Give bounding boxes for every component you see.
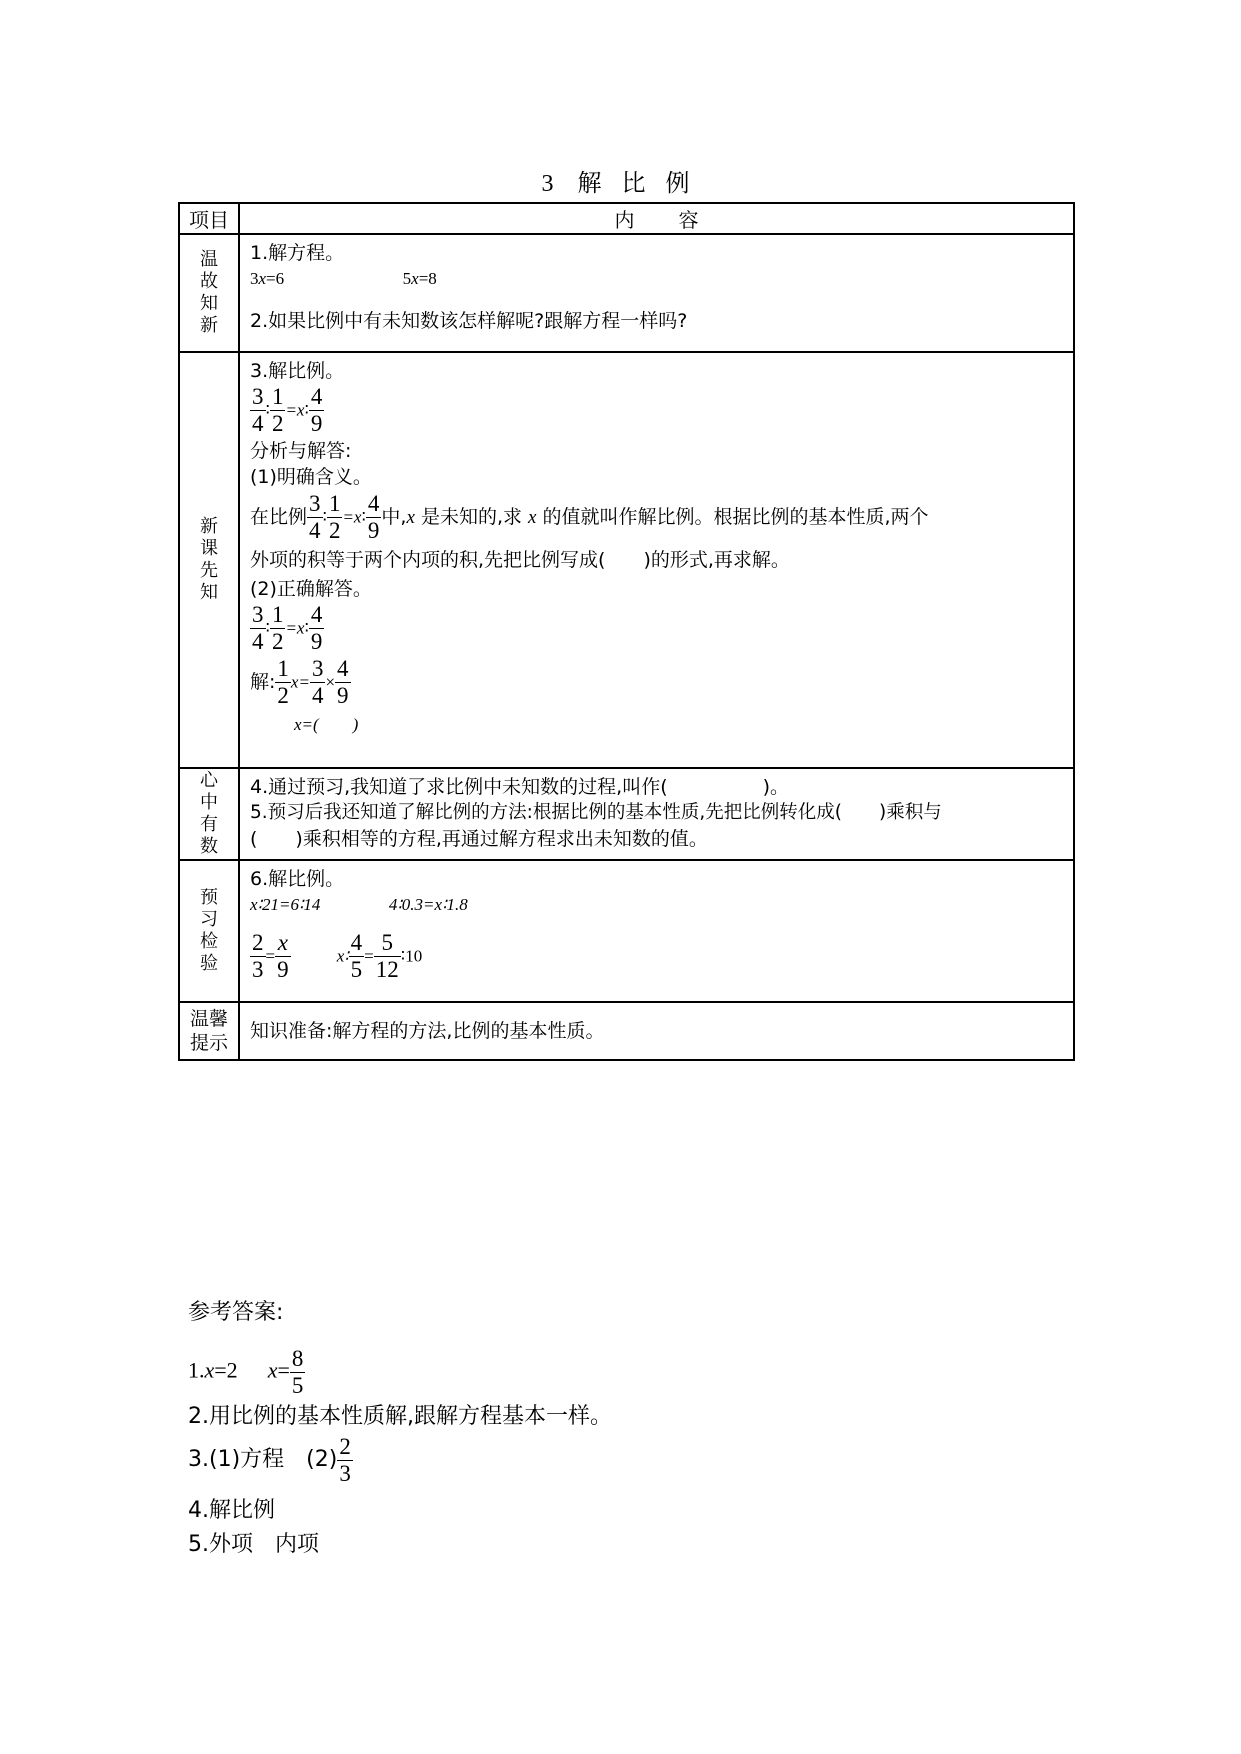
fraction-3-4: $\frac{3}{4}$ bbox=[252, 602, 264, 654]
page-title bbox=[0, 163, 1241, 198]
colon-symbol: ∶ bbox=[265, 618, 270, 638]
problem-2: 4∶0.3=x∶1.8 bbox=[388, 895, 468, 914]
header-content-2: 容 bbox=[678, 208, 699, 232]
meaning-x1: x bbox=[406, 507, 415, 528]
lesson-proportion-1 bbox=[250, 384, 1073, 438]
eq1-x: x bbox=[258, 269, 267, 288]
title-char-1: 解 bbox=[577, 169, 602, 197]
section-check-content bbox=[239, 860, 1074, 1002]
lesson-step1: (1)明确含义。 bbox=[250, 466, 372, 488]
section-check bbox=[179, 860, 1074, 1002]
lesson-meaning-line2: 外项的积等于两个内项的积,先把比例写成( )的形式,再求解。 bbox=[250, 549, 790, 571]
mind-q5-line2: ( )乘积相等的方程,再通过解方程求出未知数的值。 bbox=[250, 828, 708, 850]
equals-symbol: = bbox=[265, 946, 276, 966]
check-problems-1 bbox=[250, 892, 1073, 918]
header-label: 项目 bbox=[189, 208, 229, 232]
fraction-5-12: $\frac{5}{12}$ bbox=[375, 930, 399, 982]
eq1-b: =6 bbox=[266, 269, 285, 288]
fraction-4-9: $\frac{4}{9}$ bbox=[367, 491, 380, 543]
answers-heading: 参考答案: bbox=[188, 1300, 284, 1325]
table-header-row bbox=[179, 203, 1074, 234]
section-review-label: 温故知新 bbox=[200, 249, 218, 336]
meaning-text1: 是未知的,求 bbox=[414, 506, 529, 528]
fraction-1-2: $\frac{1}{2}$ bbox=[277, 656, 289, 708]
times-symbol: × bbox=[325, 672, 336, 692]
colon-symbol: ∶ bbox=[361, 507, 366, 527]
equals-x: =x bbox=[285, 618, 305, 638]
answer-1-x1: x bbox=[204, 1357, 215, 1383]
review-q2: 2.如果比例中有未知数该怎样解呢?跟解方程一样吗? bbox=[250, 310, 688, 332]
lesson-analysis: 分析与解答: bbox=[250, 440, 352, 462]
answer-1 bbox=[188, 1346, 612, 1402]
fraction-1-2: $\frac{1}{2}$ bbox=[271, 602, 284, 654]
colon-symbol: ∶ bbox=[322, 507, 327, 527]
lesson-meaning-line1 bbox=[250, 490, 1073, 544]
section-mind-content bbox=[239, 768, 1074, 860]
fraction-4-9: $\frac{4}{9}$ bbox=[337, 656, 349, 708]
fraction-2-3: $\frac{2}{3}$ bbox=[339, 1433, 351, 1486]
colon-symbol: ∶ bbox=[304, 618, 309, 638]
fraction-4-9: $\frac{4}{9}$ bbox=[310, 602, 323, 654]
section-check-label-cell bbox=[179, 860, 239, 1002]
section-review-label-cell bbox=[179, 234, 239, 352]
solve-x: x= bbox=[290, 672, 310, 692]
fraction-2-3: $\frac{2}{3}$ bbox=[252, 930, 264, 982]
lesson-q3: 3.解比例。 bbox=[250, 360, 345, 382]
section-review bbox=[179, 234, 1074, 352]
header-content-cell bbox=[239, 203, 1074, 234]
section-tips-label-cell bbox=[179, 1002, 239, 1060]
lesson-result bbox=[250, 712, 1073, 738]
section-new-lesson bbox=[179, 352, 1074, 768]
section-new-lesson-label: 新课先知 bbox=[200, 516, 218, 603]
lesson-proportion-2 bbox=[250, 602, 1073, 656]
equals-symbol: = bbox=[364, 946, 374, 966]
colon-symbol: ∶ bbox=[265, 400, 270, 420]
lesson-solve-line bbox=[250, 656, 1073, 712]
check-q6: 6.解比例。 bbox=[250, 868, 345, 890]
fraction-1-2: $\frac{1}{2}$ bbox=[271, 384, 284, 436]
equals-x: =x bbox=[285, 400, 305, 420]
colon-symbol: ∶ bbox=[304, 400, 309, 420]
answer-5: 5.外项 内项 bbox=[188, 1532, 319, 1557]
solve-label: 解: bbox=[250, 671, 276, 693]
section-mind-label: 心中有数 bbox=[200, 770, 218, 857]
section-tips-content bbox=[239, 1002, 1074, 1060]
header-content-1: 内 bbox=[614, 208, 635, 232]
eq2-a: 5 bbox=[402, 269, 412, 288]
lesson-step2: (2)正确解答。 bbox=[250, 578, 372, 600]
review-q1: 1.解方程。 bbox=[250, 242, 345, 264]
answer-3 bbox=[188, 1432, 612, 1488]
eq1-a: 3 bbox=[250, 269, 259, 288]
worksheet-table bbox=[178, 202, 1075, 1061]
title-char-3: 例 bbox=[665, 169, 690, 197]
fraction-8-5: $\frac{8}{5}$ bbox=[291, 1346, 304, 1398]
section-review-content bbox=[239, 234, 1074, 352]
equals-x: =x bbox=[342, 507, 362, 527]
problem-1: x∶21=6∶14 bbox=[250, 895, 321, 914]
eq2-b: =8 bbox=[418, 269, 437, 288]
answer-3-prefix: 3.(1)方程 (2) bbox=[188, 1447, 338, 1472]
fraction-3-4: $\frac{3}{4}$ bbox=[311, 656, 324, 708]
problem-4-x: x∶ bbox=[336, 946, 349, 966]
answer-key bbox=[188, 1298, 612, 1562]
check-problems-2 bbox=[250, 930, 1073, 986]
mind-q5-line1: 5.预习后我还知道了解比例的方法:根据比例的基本性质,先把比例转化成( )乘积与 bbox=[250, 802, 942, 823]
fraction-3-4: $\frac{3}{4}$ bbox=[309, 491, 321, 543]
meaning-prefix: 在比例 bbox=[250, 506, 308, 528]
meaning-mid: 中, bbox=[381, 506, 407, 528]
fraction-x-9: $\frac{x}{9}$ bbox=[277, 930, 289, 982]
answer-2: 2.用比例的基本性质解,跟解方程基本一样。 bbox=[188, 1404, 612, 1429]
problem-4-tail: ∶10 bbox=[400, 946, 423, 966]
review-equations bbox=[250, 266, 1073, 292]
section-check-label: 预习检验 bbox=[200, 887, 218, 974]
section-tips bbox=[179, 1002, 1074, 1060]
answer-1-x2: x bbox=[267, 1357, 278, 1383]
answer-1-equals: = bbox=[277, 1357, 290, 1383]
section-mind-label-cell bbox=[179, 768, 239, 860]
fraction-3-4: $\frac{3}{4}$ bbox=[252, 384, 264, 436]
title-number: 3 bbox=[541, 171, 554, 197]
meaning-text2: 的值就叫作解比例。根据比例的基本性质,两个 bbox=[536, 506, 929, 528]
fraction-4-9: $\frac{4}{9}$ bbox=[310, 384, 323, 436]
fraction-1-2: $\frac{1}{2}$ bbox=[328, 491, 341, 543]
answer-4: 4.解比例 bbox=[188, 1498, 275, 1523]
tips-text: 知识准备:解方程的方法,比例的基本性质。 bbox=[250, 1020, 605, 1042]
eq2-x: x bbox=[411, 269, 419, 288]
title-char-2: 比 bbox=[621, 169, 646, 197]
meaning-x2: x bbox=[528, 507, 537, 528]
result-blank: x=( ) bbox=[294, 715, 359, 734]
mind-q4: 4.通过预习,我知道了求比例中未知数的过程,叫作( )。 bbox=[250, 776, 790, 798]
answer-1-prefix: 1. bbox=[188, 1357, 205, 1383]
header-label-cell bbox=[179, 203, 239, 234]
section-tips-label: 温馨提示 bbox=[189, 1008, 228, 1054]
section-mind bbox=[179, 768, 1074, 860]
section-new-lesson-label-cell bbox=[179, 352, 239, 768]
fraction-4-5: $\frac{4}{5}$ bbox=[350, 930, 363, 982]
section-new-lesson-content bbox=[239, 352, 1074, 768]
answer-1-value1: =2 bbox=[214, 1357, 238, 1383]
